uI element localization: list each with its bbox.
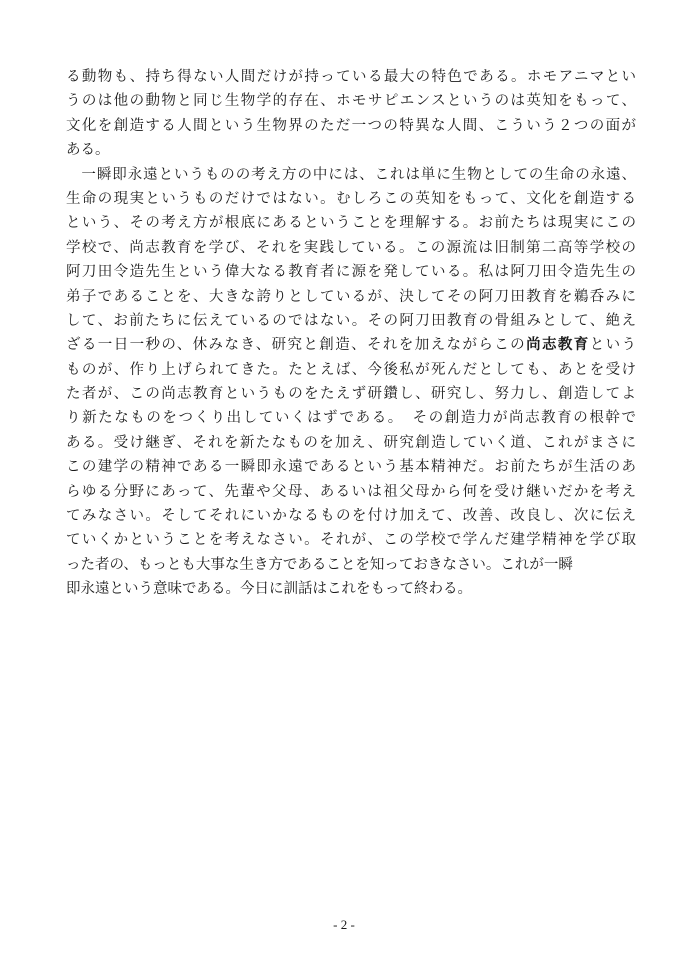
text-line: ある。受け継ぎ、それを新たなものを加え、研究創造していく道、これがまさに: [66, 434, 636, 451]
text-line: らゆる分野にあって、先輩や父母、あるいは祖父母から何を受け継いだかを考え: [66, 483, 636, 500]
text-line: 弟子であることを、大きな誇りとしているが、決してその阿刀田教育を鵜呑みに: [66, 288, 636, 305]
text-line: り新たなものをつくり出していくはずである。 その創造力が尚志教育の根幹で: [66, 410, 636, 427]
text-line-with-bold: [66, 333, 636, 357]
text-segment: という: [589, 337, 637, 354]
text-line: 生命の現実というものだけではない。むしろこの英知をもって、文化を創造する: [66, 190, 636, 207]
text-line: ていくかということを考えなさい。それが、この学校で学んだ建学精神を学び取: [66, 532, 636, 549]
text-line: 学校で、尚志教育を学び、それを実践している。この源流は旧制第二高等学校の: [66, 239, 636, 256]
text-line: る動物も、持ち得ない人間だけが持っている最大の特色である。ホモアニマとい: [66, 69, 636, 85]
text-line: この建学の精神である一瞬即永遠であるという基本精神だ。お前たちが生活のあ: [66, 459, 636, 476]
text-line: ある。: [66, 142, 110, 159]
bold-term: 尚志教育: [526, 337, 590, 354]
text-line: 一瞬即永遠というものの考え方の中には、これは単に生物としての生命の永遠、: [66, 166, 636, 183]
text-line: という、その考え方が根底にあるということを理解する。お前たちは現実にこの: [66, 215, 636, 232]
text-line: た者が、この尚志教育というものをたえず研鑽し、研究し、努力し、創造してよ: [66, 386, 636, 403]
text-line: 阿刀田令造先生という偉大なる教育者に源を発している。私は阿刀田令造先生の: [66, 264, 636, 281]
body-text: [66, 65, 636, 602]
text-line: うのは他の動物と同じ生物学的存在、ホモサピエンスというのは英知をもって、: [66, 93, 636, 110]
text-line: てみなさい。そしてそれにいかなるものを付け加えて、改善、改良し、次に伝え: [66, 508, 636, 525]
text-line: して、お前たちに伝えているのではない。その阿刀田教育の骨組みとして、絶え: [66, 312, 636, 329]
text-line: 文化を創造する人間という生物界のただ一つの特異な人間、こういう２つの面が: [66, 117, 636, 134]
text-line: 即永遠という意味である。今日に訓話はこれをもって終わる。: [66, 581, 472, 598]
text-line: ものが、作り上げられてきた。たとえば、今後私が死んだとしても、あとを受け: [66, 361, 636, 378]
text-line: った者の、もっとも大事な生き方であることを知っておきなさい。これが一瞬: [66, 556, 573, 573]
text-segment: ざる一日一秒の、休みなき、研究と創造、それを加えながらこの: [66, 337, 527, 354]
page-number: - 2 -: [333, 917, 355, 932]
